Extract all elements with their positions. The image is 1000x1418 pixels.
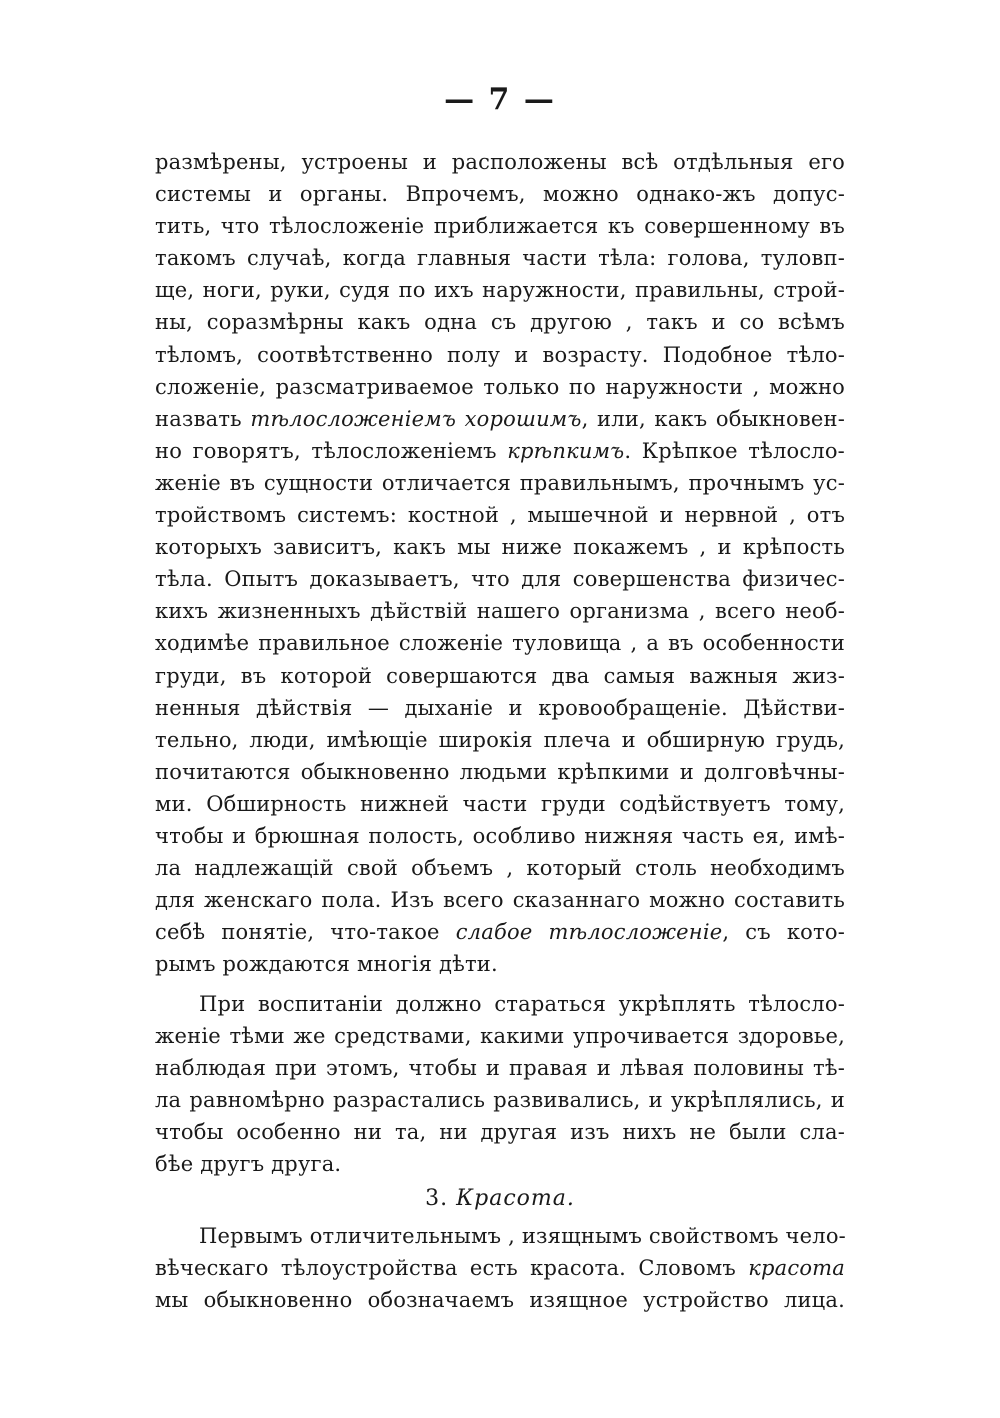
text-run: но говорятъ, тѣлосложеніемъ: [155, 438, 508, 463]
text-line: ще, ноги, руки, судя по ихъ наружности, правильны, строй-: [155, 278, 845, 303]
text-line: ла равномѣрно разрастались развивались, и укрѣплялись, и: [155, 1088, 845, 1113]
text-line: Первымъ отличительнымъ , изящнымъ свойствомъ чело-: [199, 1224, 846, 1248]
text-line: При воспитаніи должно стараться укрѣплять тѣлосло-: [199, 992, 845, 1016]
text-line: бѣе другъ друга.: [155, 1152, 342, 1177]
text-line: тить, что тѣлосложеніе приближается къ совершенному въ: [155, 214, 845, 239]
paragraph-3: [155, 1220, 845, 1316]
text-run: себѣ понятіе, что-такое: [155, 920, 456, 945]
text-line: наблюдая при этомъ, чтобы и правая и лѣвая половины тѣ-: [155, 1056, 845, 1081]
text-line: [155, 1252, 845, 1284]
emphasis-term: крѣпкимъ: [507, 438, 625, 463]
text-line: груди, въ которой совершаются два самыя важныя жиз-: [155, 663, 845, 688]
text-line: женіе въ сущности отличается правильнымъ, прочнымъ ус-: [155, 470, 845, 495]
text-line: системы и органы. Впрочемъ, можно однако-жъ допус-: [155, 182, 845, 207]
text-line: которыхъ зависитъ, какъ мы ниже покажемъ , и крѣпость: [155, 535, 845, 560]
text-line: [155, 403, 845, 435]
section-number: 3.: [425, 1186, 449, 1211]
text-run: , съ кото-: [722, 920, 845, 945]
text-run: . Крѣпкое тѣлосло-: [624, 438, 845, 463]
text-run: назвать: [155, 406, 251, 431]
text-line: такомъ случаѣ, когда главныя части тѣла: голова, туловп-: [155, 246, 845, 271]
text-line: чтобы особенно ни та, ни другая изъ нихъ не были сла-: [155, 1120, 845, 1145]
text-line: чтобы и брюшная полость, особливо нижняя часть ея, имѣ-: [155, 823, 845, 848]
text-line: тѣломъ, соотвѣтственно полу и возрасту. Подобное тѣло-: [155, 342, 845, 367]
emphasis-term: тѣлосложеніемъ хорошимъ: [250, 406, 582, 431]
emphasis-term: слабое тѣлосложеніе: [455, 920, 723, 945]
text-line: кихъ жизненныхъ дѣйствій нашего организма , всего необ-: [155, 599, 845, 624]
emphasis-term: красота: [748, 1256, 845, 1281]
text-line: [155, 916, 845, 948]
page-number: — 7 —: [444, 82, 556, 117]
paragraph-1: [155, 146, 845, 980]
text-line: тройствомъ системъ: костной , мышечной и нервной , отъ: [155, 503, 845, 528]
text-line: ла надлежащій свой объемъ , который столь необходимъ: [155, 856, 845, 881]
text-run: , или, какъ обыкновен-: [581, 406, 846, 431]
text-line: мы обыкновенно обозначаемъ изящное устройство лица.: [155, 1288, 845, 1313]
text-line: размѣрены, устроены и расположены всѣ отдѣльныя его: [155, 150, 845, 174]
text-line: тельно, люди, имѣющіе широкія плеча и обширную грудь,: [155, 727, 845, 752]
paragraph-2: [155, 988, 845, 1181]
text-line: рымъ рождаются многія дѣти.: [155, 952, 498, 977]
text-line: для женскаго пола. Изъ всего сказаннаго можно составить: [155, 888, 845, 913]
text-line: тѣла. Опытъ доказываетъ, что для совершенства физичес-: [155, 567, 845, 592]
text-line: ходимѣе правильное сложеніе туловища , а въ особенности: [155, 631, 845, 656]
section-title: Красота.: [456, 1186, 575, 1211]
text-line: женіе тѣми же средствами, какими упрочивается здоровье,: [155, 1024, 845, 1049]
text-line: ны, соразмѣрны какъ одна съ другою , такъ и со всѣмъ: [155, 310, 845, 335]
text-line: [155, 435, 845, 467]
text-line: сложеніе, разсматриваемое только по наружности , можно: [155, 374, 845, 399]
text-line: почитаются обыкновенно людьми крѣпкими и долговѣчны-: [155, 759, 845, 784]
text-line: ми. Обширность нижней части груди содѣйствуетъ тому,: [155, 791, 845, 816]
text-run: вѣческаго тѣлоустройства есть красота. Словомъ: [155, 1256, 749, 1281]
section-heading: [0, 1183, 1000, 1215]
text-line: ненныя дѣйствія — дыханіе и кровообращеніе. Дѣйстви-: [155, 695, 845, 720]
